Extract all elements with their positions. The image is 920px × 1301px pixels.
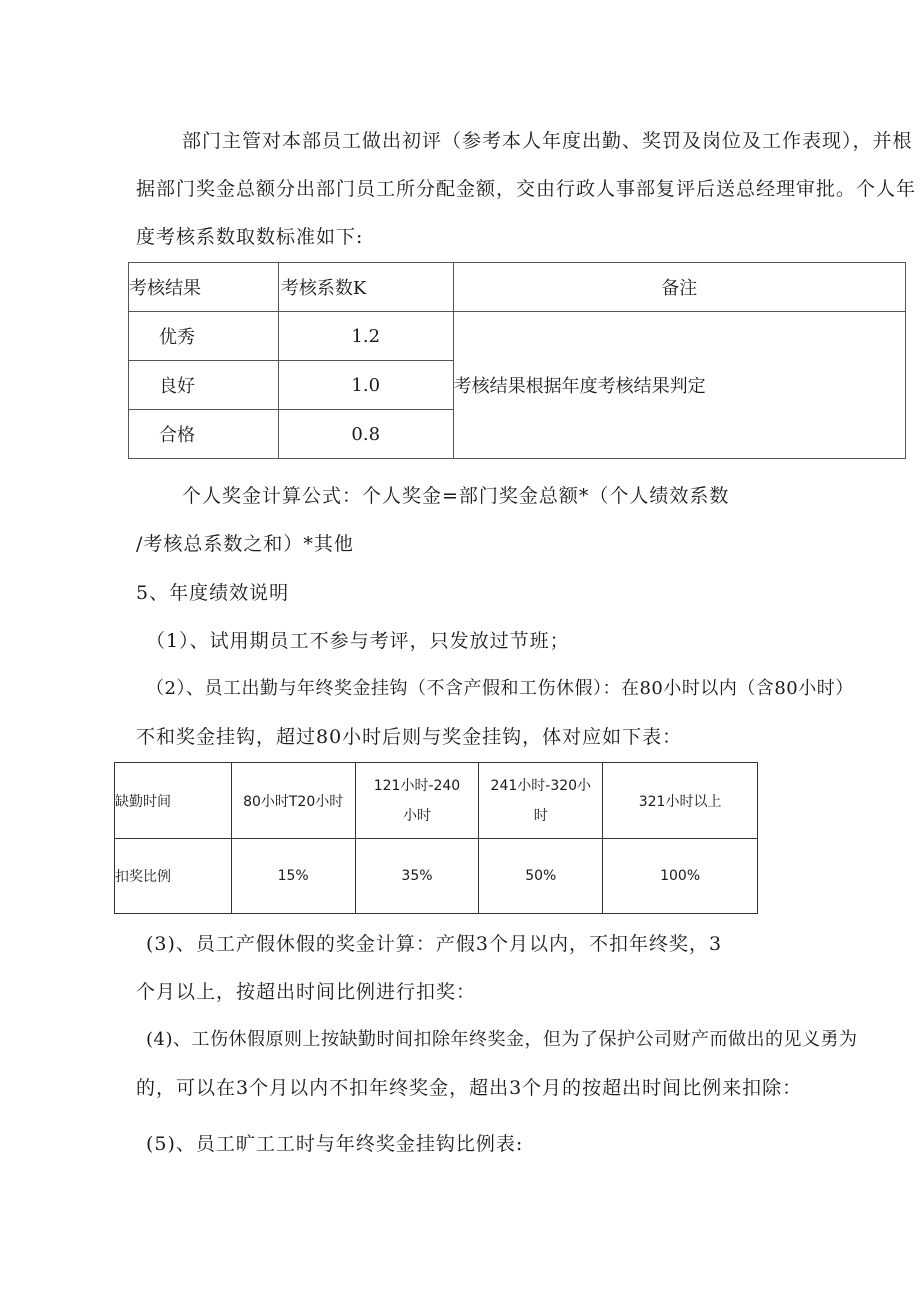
item-4-line-1: (4)、工伤休假原则上按缺勤时间扣除年终奖金，但为了保护公司财产而做出的见义勇为 [146,1029,858,1050]
header-coefficient: 考核系数K [278,263,453,312]
time-range-cell [479,763,603,839]
k-cell: 1.0 [278,361,453,410]
table-row [129,312,906,361]
time-range-text: 时 [533,807,548,824]
time-range-text: 241小时-320小 [490,777,592,794]
item-2-line-1: （2）、员工出勤与年终奖金挂钩（不含产假和工伤休假）：在80小时以内（含80小时） [146,678,854,699]
result-cell: 合格 [129,410,279,459]
table-row [115,839,758,914]
time-range-text: 321小时以上 [638,793,722,810]
time-range-cell [231,763,355,839]
time-range-cell [603,763,758,839]
time-range-cell [355,763,479,839]
deduction-rate-label: 扣奖比例 [115,839,232,914]
k-cell: 0.8 [278,410,453,459]
absence-table [114,762,758,914]
note-cell: 考核结果根据年度考核结果判定 [453,312,905,459]
k-cell: 1.2 [278,312,453,361]
table-row [115,763,758,839]
item-3-line-2: 个月以上，按超出时间比例进行扣奖： [136,981,477,1003]
formula-line-1: 个人奖金计算公式：个人奖金=部门奖金总额*（个人绩效系数 [182,485,730,507]
header-result: 考核结果 [129,263,279,312]
item-2-line-2: 不和奖金挂钩，超过80小时后则与奖金挂钩，体对应如下表： [136,726,683,748]
absence-time-label: 缺勤时间 [115,763,232,839]
formula-line-2: /考核总系数之和）*其他 [136,533,354,555]
time-range-text: 小时 [402,807,431,824]
coefficient-table [128,262,906,459]
result-cell: 良好 [129,361,279,410]
item-4-line-2: 的，可以在3个月以内不扣年终奖金，超出3个月的按超出时间比例来扣除： [136,1077,803,1099]
item-5: (5)、员工旷工工时与年终奖金挂钩比例表: [146,1133,524,1155]
rate-cell: 35% [355,839,479,914]
intro-line-2: 据部门奖金总额分出部门员工所分配金额，交由行政人事部复评后送总经理审批。个人年 [136,178,917,200]
time-range-text: 121小时-240 [373,777,461,794]
item-1: （1）、试用期员工不参与考评，只发放过节班； [146,630,570,652]
table-header-row [129,263,906,312]
item-3-line-1: (3)、员工产假休假的奖金计算：产假3个月以内，不扣年终奖，3 [146,933,723,955]
rate-cell: 50% [479,839,603,914]
intro-line-3: 度考核系数取数标准如下: [136,226,364,248]
time-range-text: 80小时T20小时 [243,793,344,810]
intro-line-1: 部门主管对本部员工做出初评（参考本人年度出勤、奖罚及岗位及工作表现），并根 [182,130,913,152]
rate-cell: 100% [603,839,758,914]
rate-cell: 15% [231,839,355,914]
section-5-title: 5、年度绩效说明 [136,582,290,604]
result-cell: 优秀 [129,312,279,361]
header-note: 备注 [453,263,905,312]
